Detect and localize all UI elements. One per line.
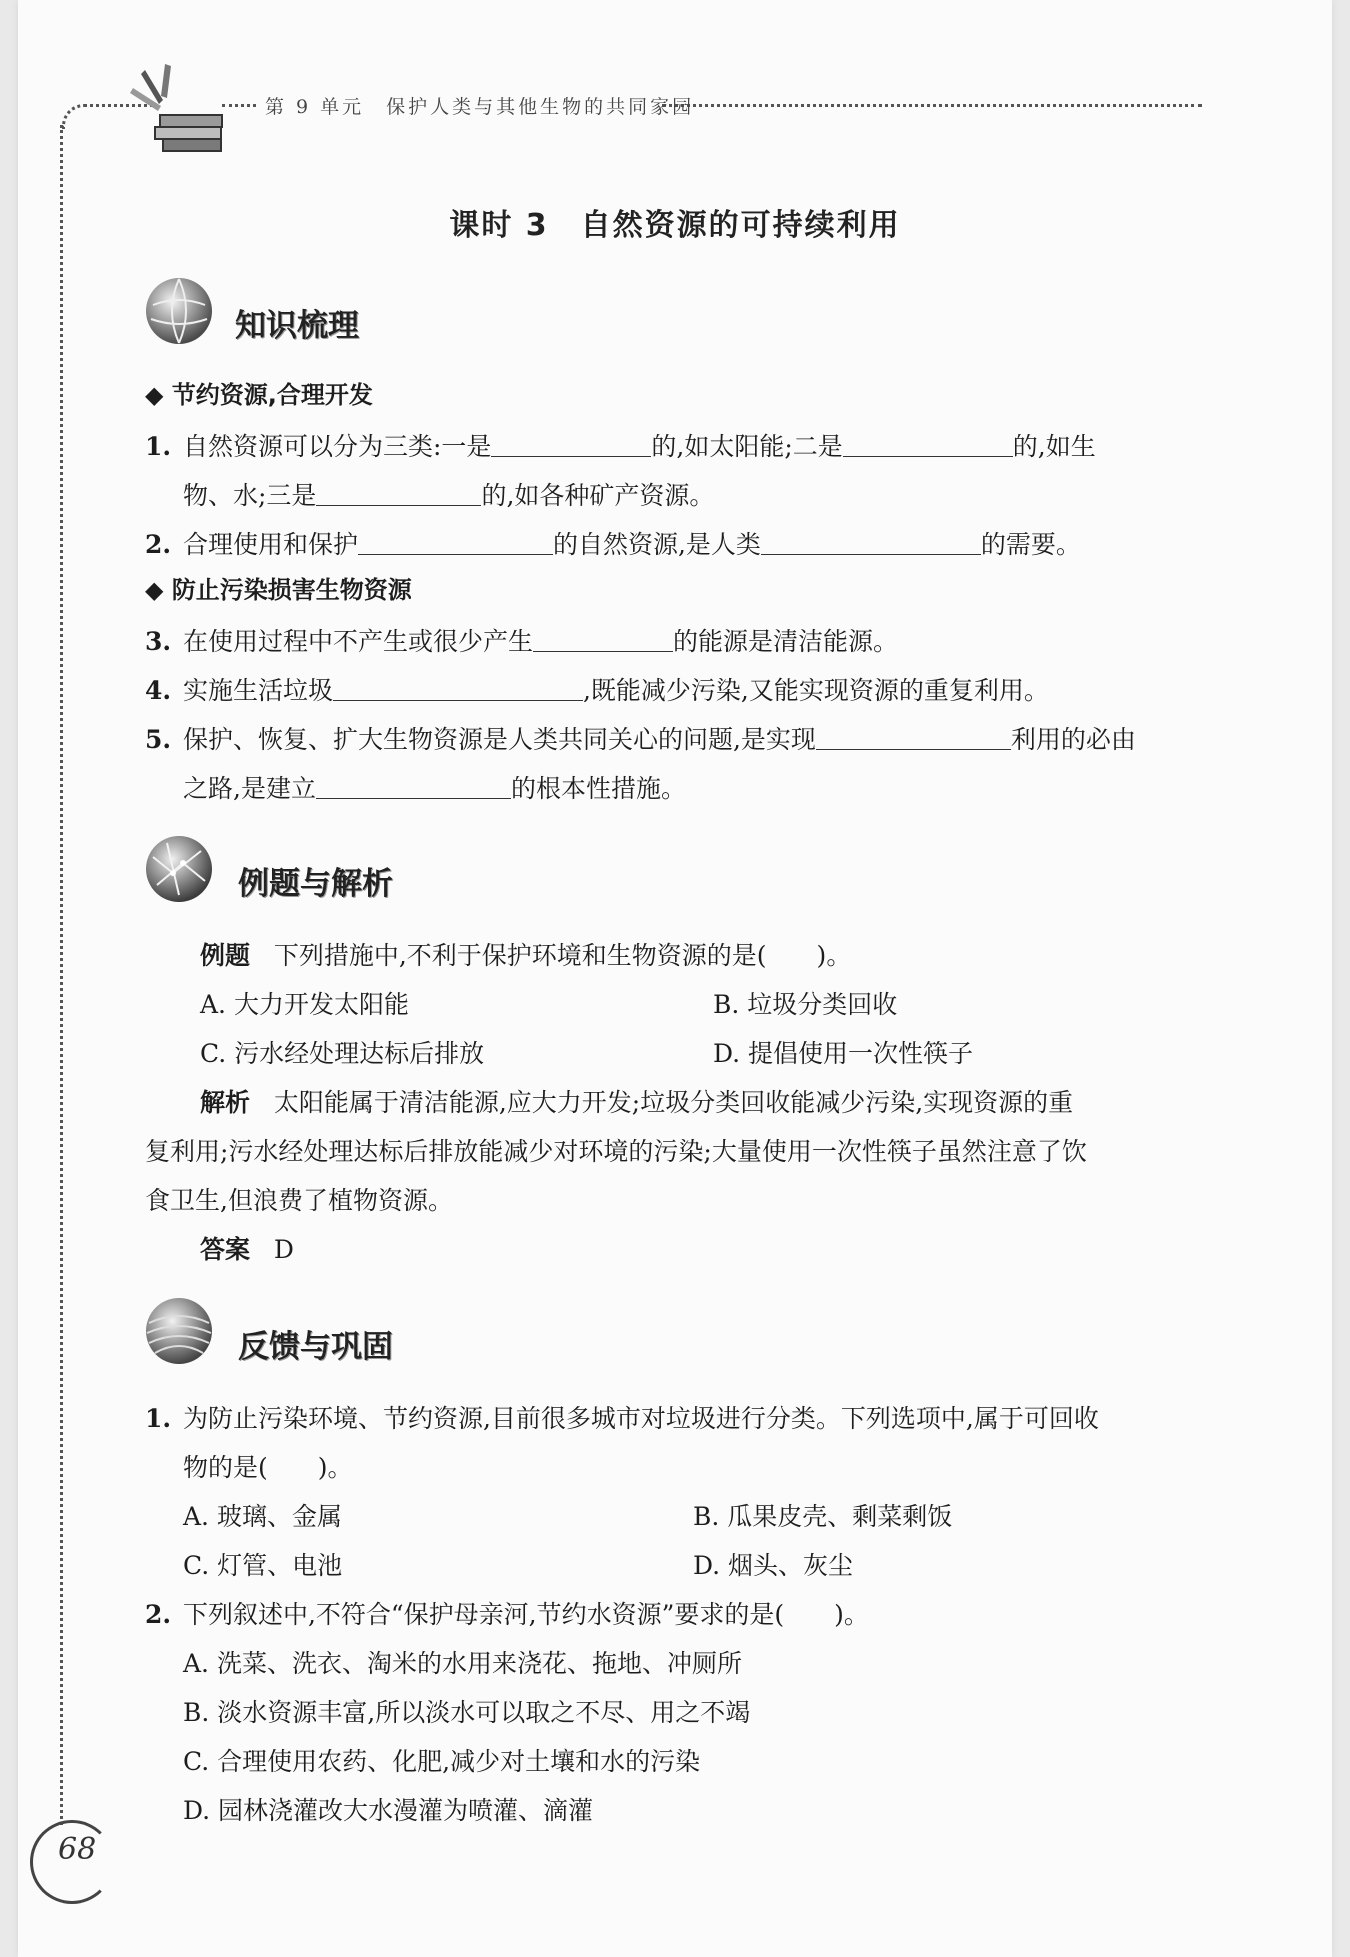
feedback-q1-line2: 物的是( )。 bbox=[183, 1453, 353, 1482]
answer-blank[interactable] bbox=[816, 725, 1011, 750]
answer-blank[interactable] bbox=[316, 774, 511, 799]
example-option-b: B. 垃圾分类回收 bbox=[713, 990, 898, 1019]
answer-blank[interactable] bbox=[358, 530, 553, 555]
dotted-frame-left bbox=[60, 125, 63, 1825]
subheading-prevent-pollution: ◆ 防止污染损害生物资源 bbox=[145, 576, 412, 604]
page-title: 课时 3 自然资源的可持续利用 bbox=[449, 208, 901, 243]
knowledge-q5-line2: 之路,是建立 的根本性措施。 bbox=[183, 774, 686, 803]
section-title-feedback: 反馈与巩固 bbox=[238, 1329, 393, 1365]
feedback-q1-option-d: D. 烟头、灰尘 bbox=[693, 1551, 854, 1580]
answer-blank[interactable] bbox=[316, 481, 481, 506]
feedback-q1-line1: 1. 为防止污染环境、节约资源,目前很多城市对垃圾进行分类。下列选项中,属于可回收 bbox=[145, 1404, 1099, 1433]
knowledge-q1-line1: 1. 自然资源可以分为三类:一是 的,如太阳能;二是 的,如生 bbox=[145, 432, 1096, 461]
globe-icon bbox=[143, 275, 215, 347]
example-answer: 答案 D bbox=[200, 1235, 294, 1264]
answer-blank[interactable] bbox=[761, 530, 981, 555]
knowledge-q3: 3. 在使用过程中不产生或很少产生 的能源是清洁能源。 bbox=[145, 627, 898, 656]
page-number: 68 bbox=[58, 1832, 97, 1867]
feedback-q1-option-c: C. 灯管、电池 bbox=[183, 1551, 343, 1580]
example-option-c: C. 污水经处理达标后排放 bbox=[200, 1039, 485, 1068]
network-globe-icon bbox=[143, 833, 215, 905]
feedback-q2-option-d: D. 园林浇灌改大水漫灌为喷灌、滴灌 bbox=[183, 1796, 594, 1825]
example-option-a: A. 大力开发太阳能 bbox=[200, 990, 409, 1019]
books-logo-icon bbox=[125, 60, 235, 160]
feedback-q2-option-c: C. 合理使用农药、化肥,减少对土壤和水的污染 bbox=[183, 1747, 701, 1776]
knowledge-q4: 4. 实施生活垃圾 ,既能减少污染,又能实现资源的重复利用。 bbox=[145, 676, 1049, 705]
answer-blank[interactable] bbox=[533, 627, 673, 652]
analysis-line-3: 食卫生,但浪费了植物资源。 bbox=[145, 1186, 453, 1215]
subheading-save-resources: ◆ 节约资源,合理开发 bbox=[145, 381, 373, 409]
section-title-example: 例题与解析 bbox=[238, 866, 393, 902]
example-option-d: D. 提倡使用一次性筷子 bbox=[713, 1039, 974, 1068]
feedback-q1-option-a: A. 玻璃、金属 bbox=[183, 1502, 342, 1531]
unit-header: 第 9 单元 保护人类与其他生物的共同家园 bbox=[265, 96, 695, 118]
knowledge-q5-line1: 5. 保护、恢复、扩大生物资源是人类共同关心的问题,是实现 利用的必由 bbox=[145, 725, 1136, 754]
striped-globe-icon bbox=[143, 1295, 215, 1367]
answer-blank[interactable] bbox=[333, 676, 583, 701]
knowledge-q1-line2: 物、水;三是 的,如各种矿产资源。 bbox=[183, 481, 715, 510]
analysis-line-2: 复利用;污水经处理达标后排放能减少对环境的污染;大量使用一次性筷子虽然注意了饮 bbox=[145, 1137, 1087, 1166]
feedback-q2-option-b: B. 淡水资源丰富,所以淡水可以取之不尽、用之不竭 bbox=[183, 1698, 751, 1727]
analysis-line-1: 解析 太阳能属于清洁能源,应大力开发;垃圾分类回收能减少污染,实现资源的重 bbox=[200, 1088, 1074, 1117]
feedback-q2: 2. 下列叙述中,不符合“保护母亲河,节约水资源”要求的是( )。 bbox=[145, 1600, 869, 1629]
example-question: 例题 下列措施中,不利于保护环境和生物资源的是( )。 bbox=[200, 941, 852, 970]
feedback-q1-option-b: B. 瓜果皮壳、剩菜剩饭 bbox=[693, 1502, 953, 1531]
knowledge-q2: 2. 合理使用和保护 的自然资源,是人类 的需要。 bbox=[145, 530, 1081, 559]
answer-blank[interactable] bbox=[491, 432, 651, 457]
feedback-q2-option-a: A. 洗菜、洗衣、淘米的水用来浇花、拖地、冲厕所 bbox=[183, 1649, 742, 1678]
section-title-knowledge: 知识梳理 bbox=[235, 308, 359, 344]
answer-blank[interactable] bbox=[843, 432, 1013, 457]
dotted-frame-top bbox=[662, 104, 1202, 107]
